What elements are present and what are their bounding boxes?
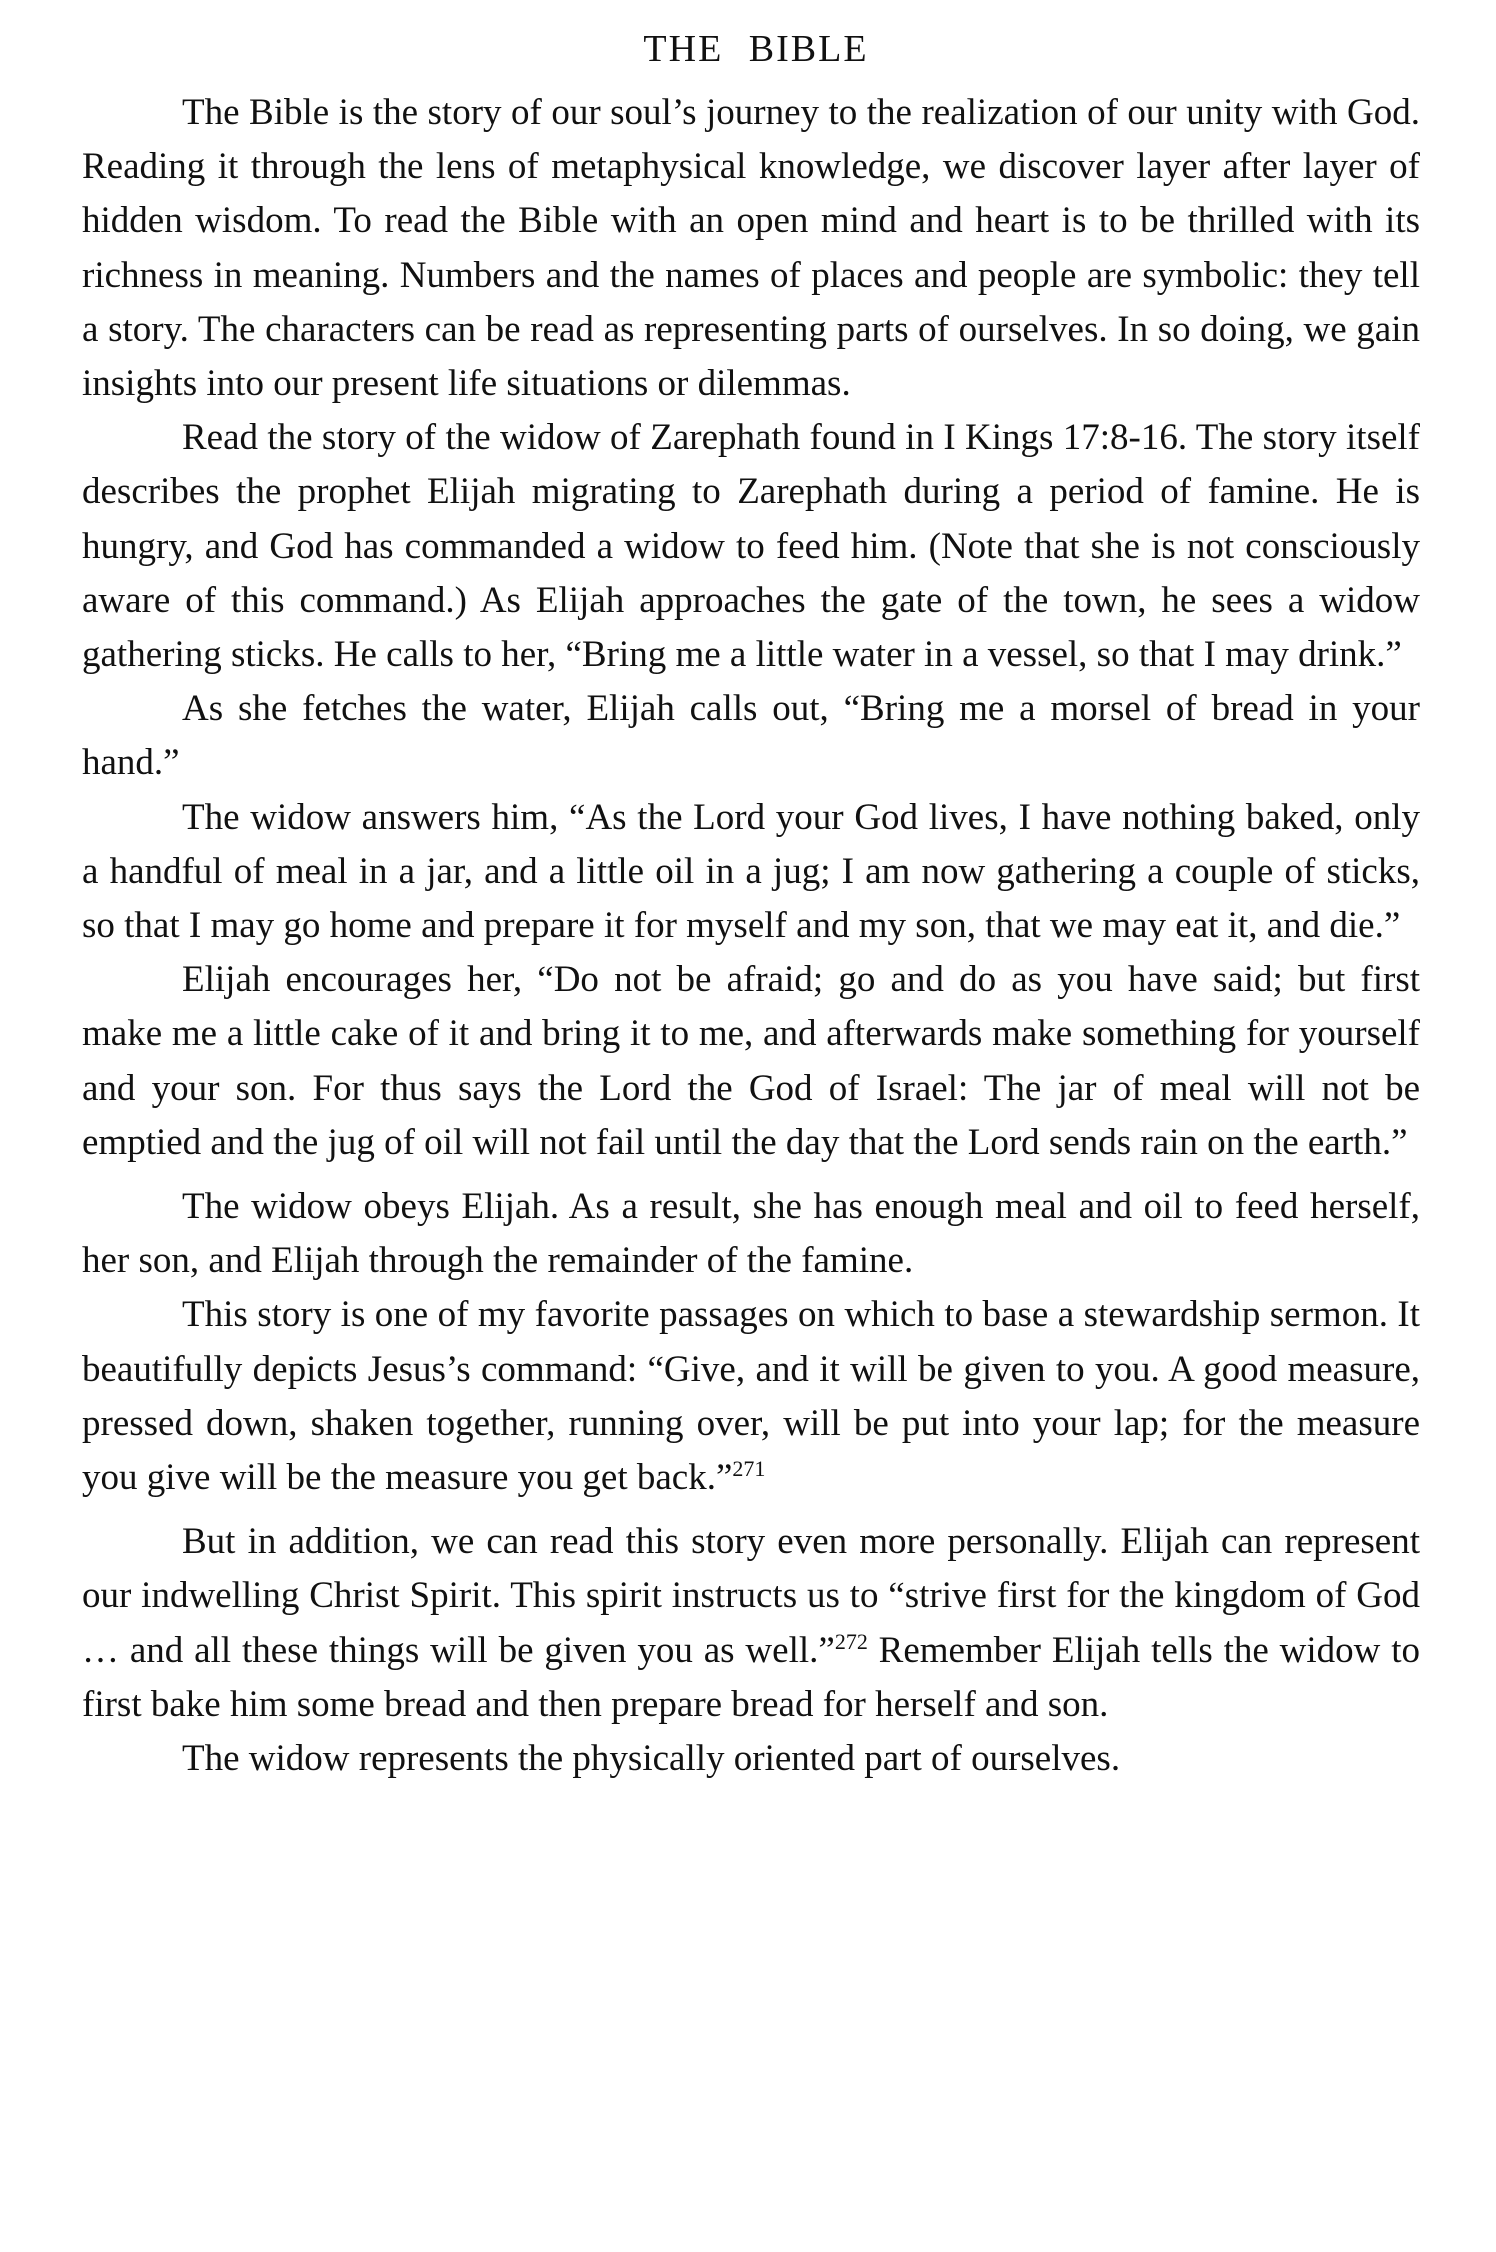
paragraph-stewardship-sermon [82,1288,1420,1505]
paragraph-widow-represents: The widow represents the physically oriented part of ourselves. [182,1738,1121,1780]
paragraph-personal-text-before: But in addition, we can read this story even more personally. Elijah can represent our indwelling Christ Spirit. This spirit instructs us to “strive first for the kingdom of God … and all these things will be given you as well.” [82,1521,1420,1671]
paragraph-read-personally [82,1515,1420,1732]
paragraph-widow-answers: The widow answers him, “As the Lord your God lives, I have nothing baked, only a handful of meal in a jar, and a little oil in a jug; I am now gathering a couple of sticks, so that I may go home and prepare it for myself and my son, that we may eat it, and die.” [82,796,1420,947]
book-page [82,22,1420,1786]
paragraph-widow-story: Read the story of the widow of Zarephath found in I Kings 17:8-16. The story itself describes the prophet Elijah migrating to Zarephath during a period of famine. He is hungry, and God has commanded a widow to feed him. (Note that she is not consciously aware of this command.) As Elijah approaches the gate of the town, he sees a widow gathering sticks. He calls to her, “Bring me a little water in a vessel, so that I may drink.” [82,417,1420,676]
paragraph-stewardship-text: This story is one of my favorite passages on which to base a stewardship sermon. It beautifully depicts Jesus’s command: “Give, and it will be given to you. A good measure, pressed down, shaken together, running over, will be put into your lap; for the measure you give will be the measure you get back.” [82,1294,1420,1499]
paragraph-morsel-of-bread: As she fetches the water, Elijah calls out, “Bring me a morsel of bread in your hand.” [82,688,1420,784]
footnote-reference-271: 271 [732,1456,766,1482]
paragraph-elijah-encourages: Elijah encourages her, “Do not be afraid; go and do as you have said; but first make me a little cake of it and bring it to me, and afterwards make something for yourself and your son. For thus says the Lord the God of Israel: The jar of meal will not be emptied and the jug of oil will not fail until the day that the Lord sends rain on the earth.” [82,959,1420,1163]
footnote-reference-272: 272 [834,1628,868,1654]
paragraph-bible-intro: The Bible is the story of our soul’s journey to the realization of our unity with God. Reading it through the lens of metaphysical knowledge, we discover layer after layer of hidden wisdom. To read the Bible with an open mind and heart is to be thrilled with its richness in meaning. Numbers and the names of places and people are symbolic: they tell a story. The characters can be read as representing parts of ourselves. In so doing, we gain insights into our present life situations or dilemmas. [82,92,1420,405]
paragraph-widow-obeys: The widow obeys Elijah. As a result, she has enough meal and oil to feed herself, her son, and Elijah through the remainder of the famine. [82,1186,1420,1282]
running-head: THE BIBLE [643,28,869,70]
paragraph-personal-text-after: Remember Elijah tells the widow to first bake him some bread and then prepare bread for herself and son. [82,1629,1420,1725]
